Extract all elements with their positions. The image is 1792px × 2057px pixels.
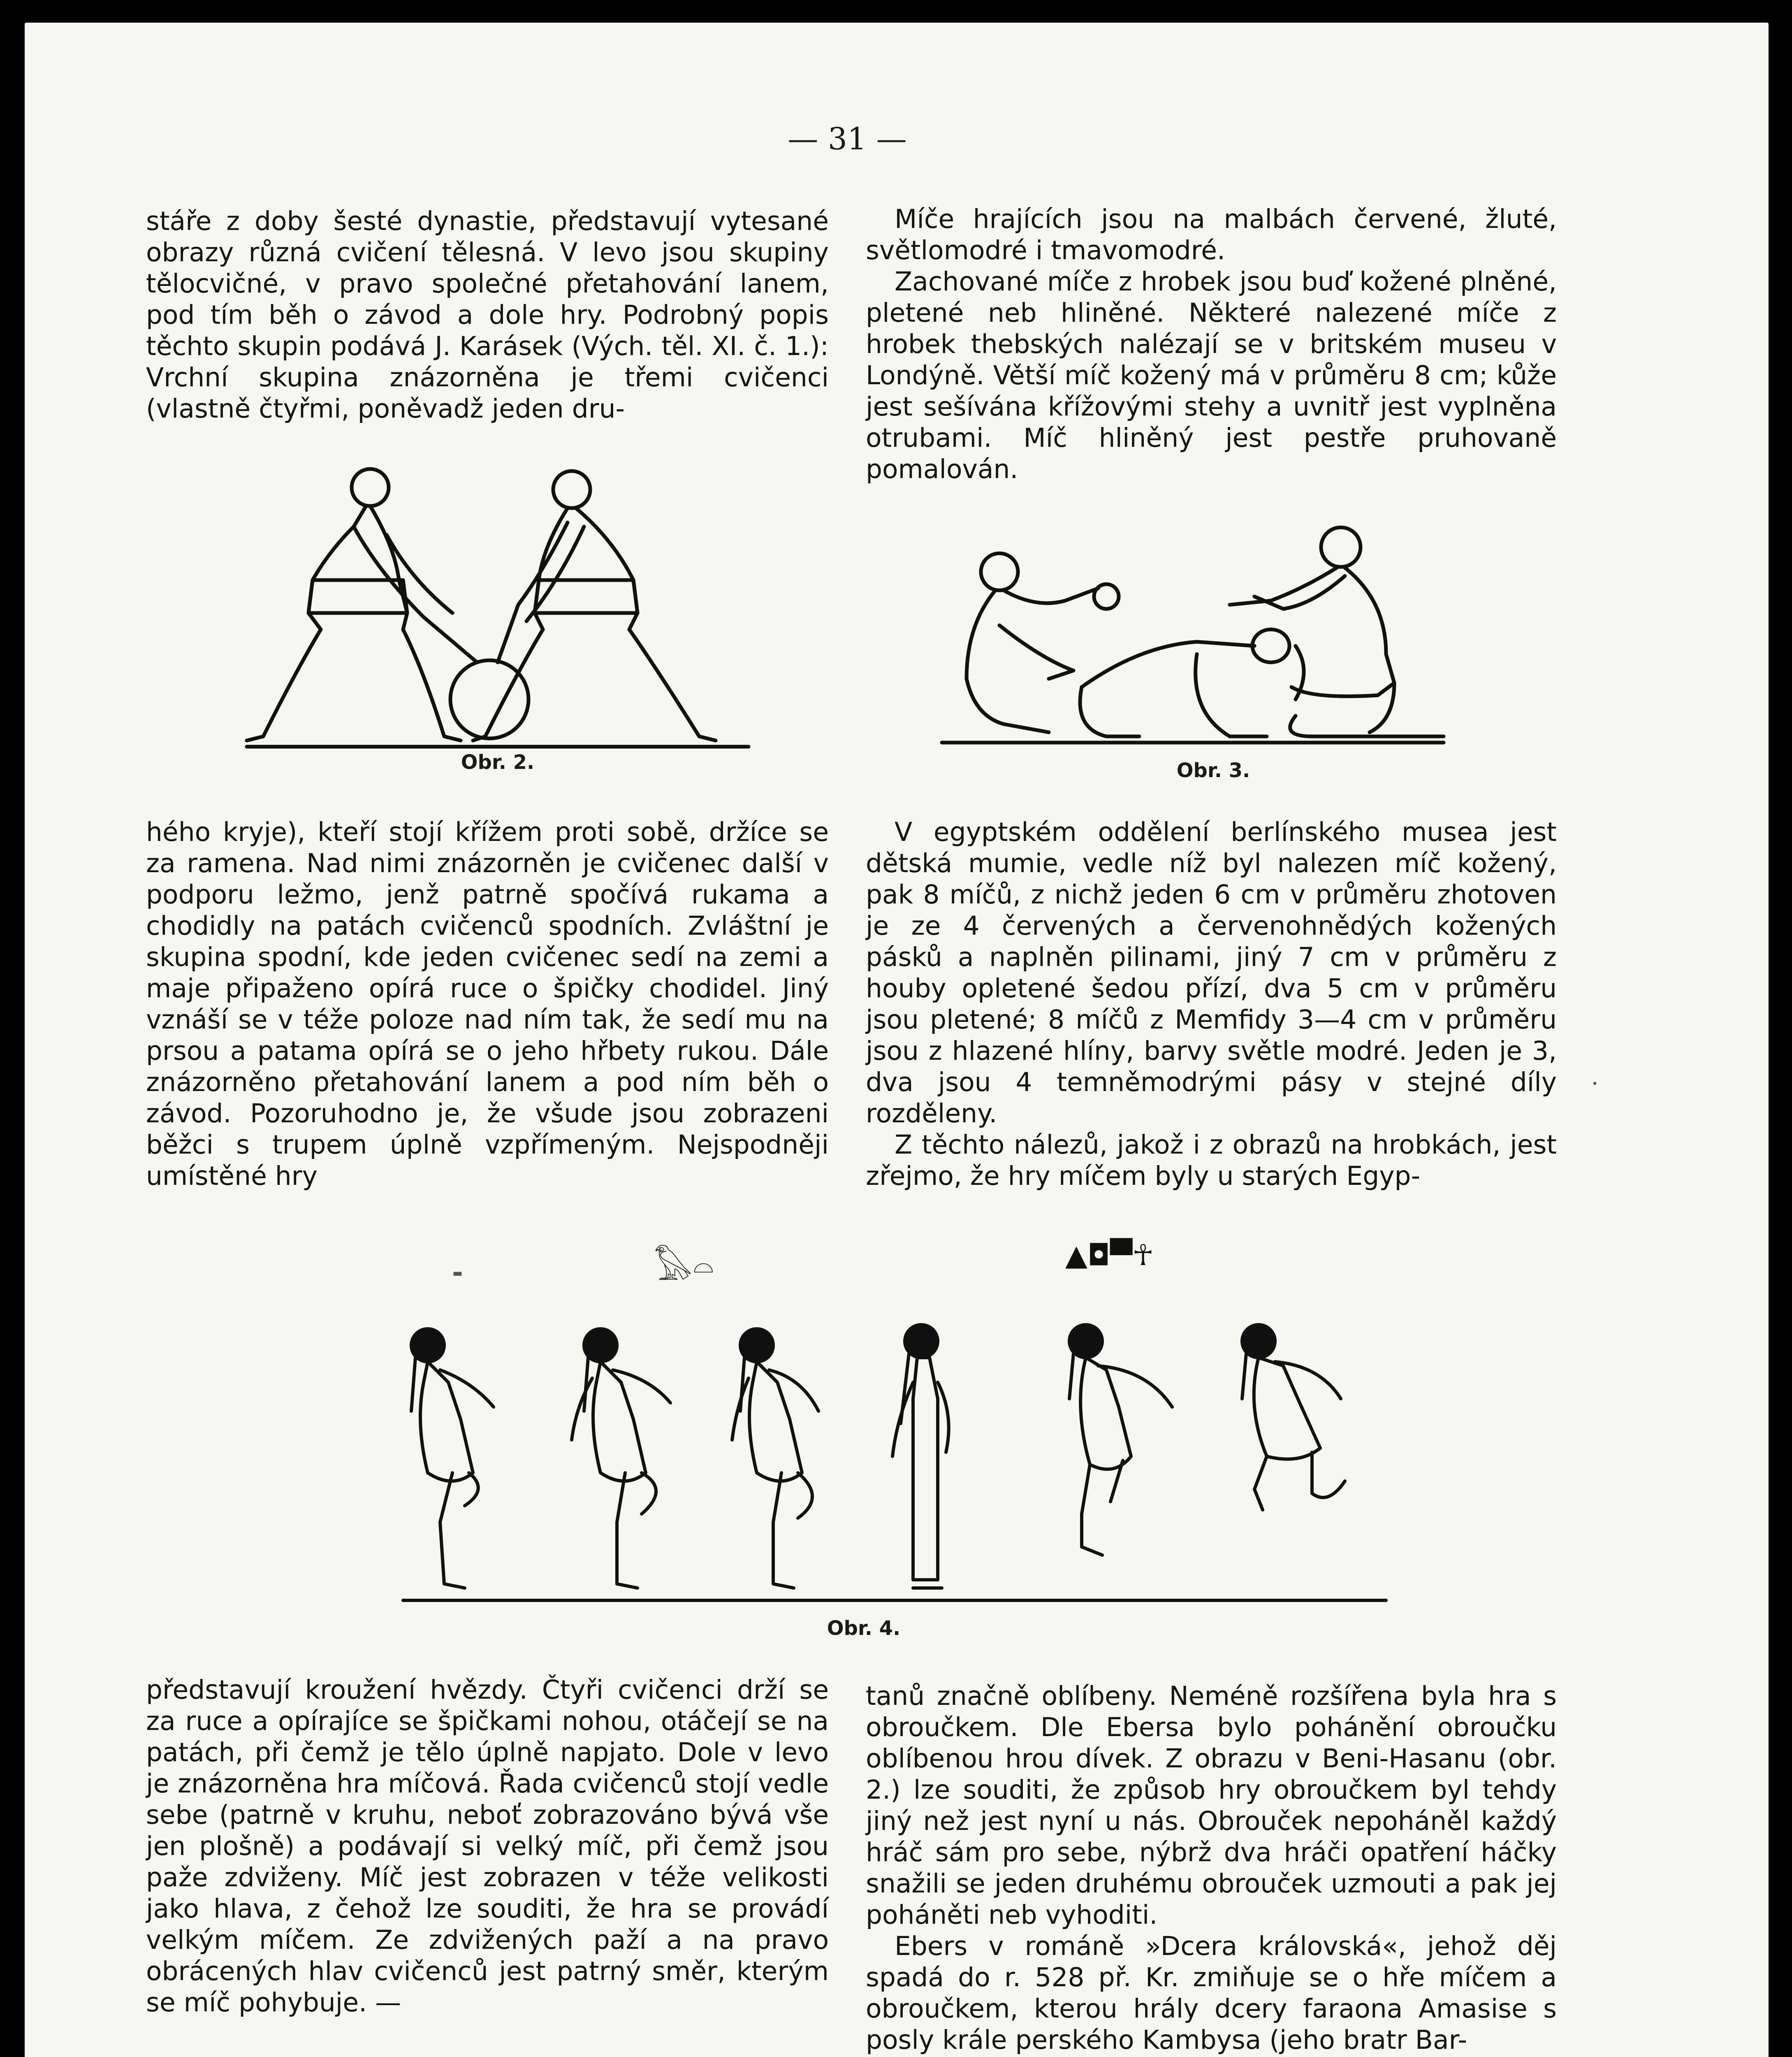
dancer xyxy=(1069,1325,1172,1555)
dancer xyxy=(732,1329,818,1588)
paragraph: Míče hrajících jsou na malbách červené, žluté, světlomodré i tmavomodré. xyxy=(866,204,1557,265)
left-column-bottom xyxy=(146,1674,829,2018)
figure-2-hoop-players xyxy=(230,457,773,753)
figure-4-caption: Obr. 4. xyxy=(827,1617,901,1640)
paragraph: představují kroužení hvězdy. Čtyři cvičenci drží se za ruce a opírajíce se špičkami nohou, otáčejí se na patách, při čemž je tělo úplně napjato. Dole v levo je znázorněna hra míčová. Řada cvičenců stojí vedle sebe (patrně v kruhu, neboť zobrazováno bývá vše jen plošně) a podávají si velký míč, při čemž jsou paže zdviženy. Míč jest zobrazen v téže velikosti jako hlava, z čehož lze souditi, že hra se provádí velkým míčem. Ze zdvižených paží a na pravo obrácených hlav cvičenců jest patrný směr, kterým se míč pohybuje. — xyxy=(146,1675,829,2018)
left-column-top xyxy=(146,206,829,425)
paragraph: Zachované míče z hrobek jsou buď kožené plněné, pletené neb hliněné. Některé nalezené míče z hrobek thebských nalézají se v britském museu v Londýně. Větší míč kožený má v průměru 8 cm; kůže jest sešívána křížovými stehy a uvnitř jest vyplněna otrubami. Míč hliněný jest pestře pruhovaně pomalován. xyxy=(866,267,1557,484)
right-column-top xyxy=(866,204,1557,485)
dancer xyxy=(893,1325,949,1588)
left-figure-body xyxy=(247,506,366,741)
ball xyxy=(1094,584,1119,609)
scan-speck: • xyxy=(1592,1078,1598,1090)
scan-speck: ▬ xyxy=(452,1267,463,1279)
paragraph: Z těchto nálezů, jakož i z obrazů na hrobkách, jest zřejmo, že hry míčem byly u starých Egyp- xyxy=(866,1130,1557,1191)
dancer xyxy=(572,1329,670,1588)
figure-2-caption: Obr. 2. xyxy=(461,751,535,774)
page-number: — 31 — xyxy=(788,121,907,157)
paragraph: hého kryje), kteří stojí křížem proti sobě, držíce se za ramena. Nad nimi znázorněn je cvičenec další v podporu ležmo, jenž patrně spočívá rukama a chodidly na patách cvičenců spodních. Zvláštní je skupina spodní, kde jeden cvičenec sedí na zemi a maje připaženo opírá ruce o špičky chodidel. Jiný vznáší se v téže poloze nad ním tak, že sedí mu na prsou a patama opírá se o jeho hřbety rukou. Dále znázorněno přetahování lanem a pod ním běh o závod. Pozoruhodno je, že všude jsou zobrazeni běžci s trupem úplně vzpřímeným. Nejspodněji umístěné hry xyxy=(146,817,829,1191)
dancer xyxy=(411,1329,494,1588)
figure-4-dancers xyxy=(407,1316,1394,1613)
figure-3-ball-game xyxy=(942,522,1444,753)
paragraph: V egyptském oddělení berlínského musea jest dětská mumie, vedle níž byl nalezen míč kožený, pak 8 míčů, z nichž jeden 6 cm v průměru zhotoven je ze 4 červených a červenohnědých kožených pásků a naplněn pilinami, jiný 7 cm v průměru z houby opletené šedou přízí, dva 5 cm v průměru jsou pletené; 8 míčů z Memfidy 3—4 cm v průměru jsou z hlazené hlíny, barvy světle modré. Jeden je 3, dva jsou 4 temněmodrými pásy v stejné díly rozděleny. xyxy=(866,817,1557,1128)
paragraph: Ebers v románě »Dcera královská«, jehož děj spadá do r. 528 př. Kr. zmiňuje se o hře míčem a obroučkem, kterou hrály dcery faraona Amasise s posly krále perského Kambysa (jeho bratr Bar- xyxy=(866,1931,1557,2055)
figure-3-caption: Obr. 3. xyxy=(1176,759,1250,782)
paragraph: tanů značně oblíbeny. Neméně rozšířena byla hra s obroučkem. Dle Ebersa bylo pohánění obroučku oblíbenou hrou dívek. Z obrazu v Beni-Hasanu (obr. 2.) lze souditi, že způsob hry obroučkem byl tehdy jiný než jest nyní u nás. Obrouček nepoháněl každý hráč sám pro sebe, nýbrž dva hráči opatření háčky snažili se jeden druhému obrouček uzmouti a pak jej poháněti neb vyhoditi. xyxy=(866,1681,1557,1930)
hieroglyphs-left: 𓅃𓏏 xyxy=(654,1247,714,1288)
left-column-middle xyxy=(146,817,829,1192)
head-left-figure xyxy=(352,469,389,506)
right-column-bottom xyxy=(866,1681,1557,2056)
right-column-middle xyxy=(866,817,1557,1192)
dancer xyxy=(1242,1325,1345,1510)
paragraph: stáře z doby šesté dynastie, představují vytesané obrazy různá cvičení tělesná. V levo jsou skupiny tělocvičné, v pravo společné přetahování lanem, pod tím běh o závod a dole hry. Podrobný popis těchto skupin podává J. Karásek (Vých. těl. XI. č. 1.): Vrchní skupina znázorněna je třemi cvičenci (vlastně čtyřmi, poněvadž jeden dru- xyxy=(146,206,829,424)
hieroglyphs-right: ▲◘▀☥ xyxy=(1065,1238,1154,1272)
